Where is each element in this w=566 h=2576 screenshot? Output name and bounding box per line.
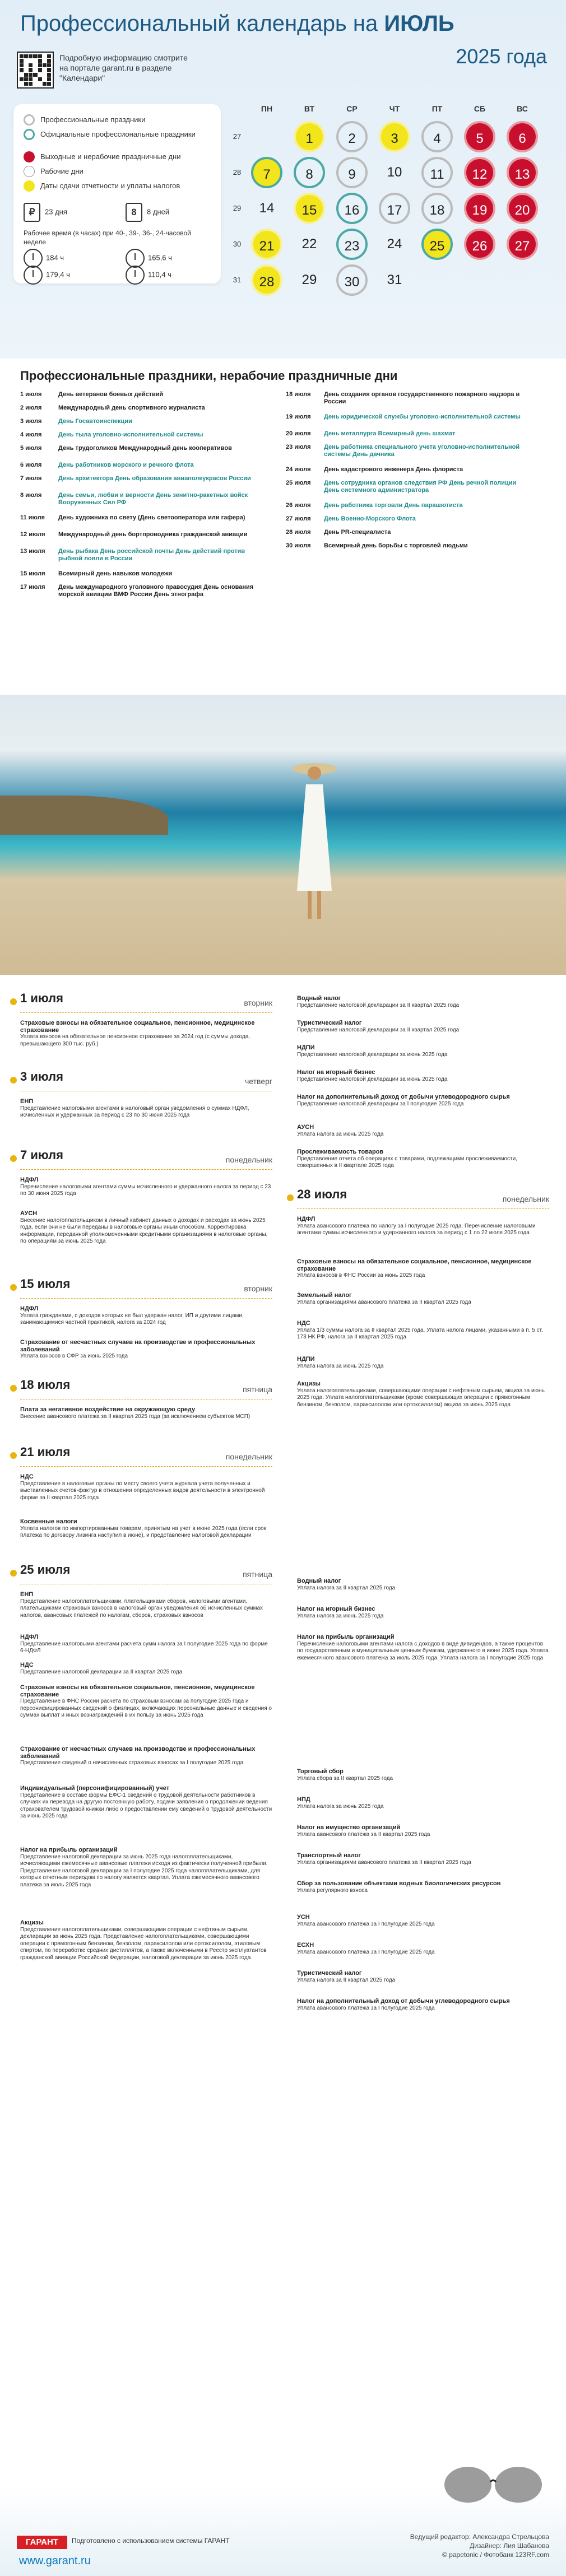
weekday-label: СР xyxy=(346,104,358,113)
holiday-name: Всемирный день навыков молодежи xyxy=(58,570,173,577)
qr-cell xyxy=(47,59,51,63)
holiday-date: 4 июля xyxy=(20,431,42,438)
entry: ЕНП Представление налоговыми агентами в налоговый орган уведомления о суммах НДФЛ, исчисленных и удержанных за период с 23 по 30 июня 2025 года xyxy=(20,1098,249,1118)
entry: Торговый сбор Уплата сбора за II квартал 2025 года xyxy=(297,1768,393,1782)
holiday-name: День тыла уголовно-исполнительной системы xyxy=(58,431,203,438)
qr-cell xyxy=(43,68,47,72)
calendar-day[interactable]: 9 xyxy=(336,157,368,188)
holiday-name: День работников морского и речного флота xyxy=(58,462,194,468)
weekday-label: ПН xyxy=(261,104,273,113)
entry: ЕНП Представление налогоплательщиками, плательщиками сборов, налоговыми агентами, плательщиками страховых взносов в налоговый орган уведомления об исчисленных суммах налогов, авансовых платежей по налогам, сборов, страховых взносов xyxy=(20,1591,263,1619)
entry: НДПИ Представление налоговой декларации за июнь 2025 года xyxy=(297,1044,448,1058)
qr-cell xyxy=(33,59,37,63)
calendar-day[interactable]: 27 xyxy=(507,229,538,260)
qr-cell xyxy=(43,73,47,77)
qr-code[interactable] xyxy=(17,52,54,89)
legend-item: Официальные профессиональные праздники xyxy=(24,130,196,139)
qr-cell xyxy=(20,63,24,67)
qr-cell xyxy=(24,73,28,77)
qr-cell xyxy=(24,63,28,67)
qr-cell xyxy=(29,77,33,81)
qr-cell xyxy=(47,54,51,58)
qr-cell xyxy=(20,73,24,77)
holiday-date: 2 июля xyxy=(20,404,42,411)
calendar-day[interactable]: 3 xyxy=(379,121,410,152)
entry: Туристический налог Уплата налога за II квартал 2025 года xyxy=(297,1970,396,1983)
holiday-name: Международный день спортивного журналиста xyxy=(58,404,205,411)
entry: НДС Уплата 1/3 суммы налога за II квартал 2025 года. Уплата налога лицами, указанными в п. 5 ст. 173 НК РФ, налога за II квартал 2025 года xyxy=(297,1320,543,1340)
week-number: 30 xyxy=(233,240,242,248)
date-header-15: 15 июля вторник xyxy=(20,1281,272,1298)
holiday-date: 30 июля xyxy=(286,542,311,549)
holiday-row xyxy=(286,391,532,406)
qr-cell xyxy=(43,54,47,58)
holidays-title: Профессиональные праздники, нерабочие праздничные дни xyxy=(20,369,398,383)
holiday-date: 6 июля xyxy=(20,462,42,468)
calendar-day[interactable]: 10 xyxy=(387,165,402,180)
holiday-date: 19 июля xyxy=(286,413,311,420)
white-circle-icon xyxy=(24,166,35,177)
entry: Страховые взносы на обязательное социальное, пенсионное, медицинское страхование Уплата взносов на обязательное пенсионное страхование за 2024 год (с суммы дохода, превышающего 300 тыс. руб.) xyxy=(20,1020,255,1047)
qr-cell xyxy=(33,77,37,81)
qr-cell xyxy=(24,82,28,86)
weekday-label: СБ xyxy=(474,104,486,113)
entry: Транспортный налог Уплата организациями авансового платежа за II квартал 2025 года xyxy=(297,1852,471,1866)
calendar-day[interactable]: 18 xyxy=(421,193,453,224)
qr-cell xyxy=(29,82,33,86)
clock-icon xyxy=(126,266,145,285)
holiday-row xyxy=(20,584,267,598)
holiday-row xyxy=(20,391,267,398)
qr-cell xyxy=(20,82,24,86)
calendar-day[interactable]: 29 xyxy=(301,272,317,287)
deadlines-right-column xyxy=(297,995,549,2474)
calendar-day[interactable]: 20 xyxy=(507,193,538,224)
holiday-date: 15 июля xyxy=(20,570,45,577)
holiday-name: День создания органов государственного пожарного надзора в России xyxy=(324,391,520,405)
entry: Налог на игорный бизнес Уплата налога за июнь 2025 года xyxy=(297,1606,384,1619)
calendar-day[interactable]: 2 xyxy=(336,121,368,152)
logo-subtitle: Подготовлено с использованием системы ГАРАНТ xyxy=(72,2537,230,2545)
entry: НДПИ Уплата налога за июнь 2025 года xyxy=(297,1356,384,1369)
holiday-name: День Военно-Морского Флота xyxy=(324,515,416,522)
calendar-day[interactable]: 22 xyxy=(301,236,317,252)
entry: Косвенные налоги Уплата налогов по импортированным товарам, принятым на учет в июне 2025 года (если срок платежа по договору лизинга наступил в июне), и представление налоговой декларации xyxy=(20,1518,266,1538)
holiday-row xyxy=(286,502,532,509)
entry: Страхование от несчастных случаев на производстве и профессиональных заболеваний Уплата взносов в СФР за июнь 2025 года xyxy=(20,1339,256,1359)
entry: Туристический налог Представление налоговой декларации за II квартал 2025 года xyxy=(297,1020,460,1033)
qr-cell xyxy=(47,68,51,72)
entry: Сбор за пользование объектами водных биологических ресурсов Уплата регулярного взноса xyxy=(297,1880,501,1894)
clock-icon xyxy=(24,266,43,285)
qr-cell xyxy=(33,82,37,86)
date-header-25: 25 июля пятница xyxy=(20,1566,272,1583)
qr-cell xyxy=(29,73,33,77)
entry: Страхование от несчастных случаев на производстве и профессиональных заболеваний Представление сведений о начисленных страховых взносах за I полугодие 2025 года xyxy=(20,1746,256,1766)
calendar-icon: 8 xyxy=(126,203,142,222)
holiday-row xyxy=(20,418,267,425)
holiday-row xyxy=(20,514,267,522)
holiday-date: 20 июля xyxy=(286,430,311,437)
entry: Прослеживаемость товаров Представление отчета об операциях с товарами, подлежащими прослеживаемости, совершенных в II квартале 2025 года xyxy=(297,1148,517,1169)
calendar-day[interactable]: 1 xyxy=(294,121,325,152)
entry: НДС Представление налоговой декларации за II квартал 2025 года xyxy=(20,1662,183,1675)
weekday-label: ЧТ xyxy=(389,104,400,113)
qr-cell xyxy=(43,77,47,81)
qr-cell xyxy=(29,68,33,72)
qr-cell xyxy=(24,54,28,58)
qr-cell xyxy=(20,77,24,81)
bullet-icon xyxy=(10,1155,17,1162)
legend-item: Выходные и нерабочие праздничные дни xyxy=(24,152,181,161)
entry: Акцизы Уплата налогоплательщиками, совершающими операции с нефтяным сырьем, акциза за июнь 2025 года. Уплата налогоплательщиками (кроме совершающих операции с прямогонным бензином, бензолом, параксилолом или ортоксилолом) акциза за июнь 2025 года xyxy=(297,1380,545,1408)
qr-cell xyxy=(33,68,37,72)
holiday-name: День семьи, любви и верности День зенитно-ракетных войск Вооруженных Сил РФ xyxy=(58,492,248,506)
holiday-date: 25 июля xyxy=(286,480,311,486)
date-header-28: 28 июля понедельник xyxy=(297,1191,549,1208)
ruble-icon: ₽ xyxy=(24,203,40,222)
calendar-day[interactable]: 11 xyxy=(421,157,453,188)
date-header-7: 7 июля понедельник xyxy=(20,1152,272,1169)
site-link[interactable]: www.garant.ru xyxy=(19,2555,91,2567)
holiday-name: День PR-специалиста xyxy=(324,529,391,536)
red-circle-icon xyxy=(24,151,35,162)
qr-cell xyxy=(24,77,28,81)
legend-item: Даты сдачи отчетности и уплаты налогов xyxy=(24,182,180,190)
clock-icon xyxy=(24,249,43,268)
holiday-row xyxy=(286,529,532,536)
entry: Индивидуальный (персонифицированный) учет Представление в составе формы ЕФС-1 сведений о трудовой деятельности работников в случаях их перевода на другую постоянную работу, подачи заявления о продолжении ведения страхователем трудовой книжки либо о предоставлении ему сведений о трудовой деятельности за июнь 2025 года xyxy=(20,1785,272,1819)
calendar-day[interactable]: 14 xyxy=(259,201,275,216)
entry: Налог на дополнительный доход от добычи углеводородного сырья Уплата авансового платежа за I полугодие 2025 года xyxy=(297,1998,510,2011)
bullet-icon xyxy=(10,1077,17,1084)
qr-cell xyxy=(33,63,37,67)
entry: Плата за негативное воздействие на окружающую среду Внесение авансового платежа за II квартал 2025 года (за исключением субъектов МСП) xyxy=(20,1406,250,1420)
weekday-label: ВТ xyxy=(304,104,315,113)
qr-cell xyxy=(20,68,24,72)
calendar-day[interactable]: 5 xyxy=(464,121,495,152)
weekday-label: ПТ xyxy=(432,104,443,113)
qr-text: Подробную информацию смотрите на портале garant.ru в разделе "Календари" xyxy=(59,53,188,82)
credit-editor: Ведущий редактор: Александра Стрельцова xyxy=(410,2533,549,2541)
entry: УСН Уплата авансового платежа за I полугодие 2025 года xyxy=(297,1914,435,1927)
credit-designer: Дизайнер: Лия Шабанова xyxy=(470,2542,549,2550)
qr-cell xyxy=(38,63,42,67)
qr-cell xyxy=(38,68,42,72)
entry: ЕСХН Уплата авансового платежа за I полугодие 2025 года xyxy=(297,1942,435,1955)
qr-cell xyxy=(33,73,37,77)
calendar-day[interactable]: 24 xyxy=(387,236,402,252)
qr-cell xyxy=(24,59,28,63)
qr-cell xyxy=(38,59,42,63)
hours-40: 184 ч xyxy=(24,249,64,268)
holiday-name: Всемирный день борьбы с торговлей людьми xyxy=(324,542,468,549)
clock-icon xyxy=(126,249,145,268)
holiday-date: 27 июля xyxy=(286,515,311,522)
holiday-name: День кадастрового инженера День флориста xyxy=(324,466,463,473)
entry: Страховые взносы на обязательное социальное, пенсионное, медицинское страхование Уплата взносов в ФНС России за июнь 2025 года xyxy=(297,1258,532,1278)
holiday-date: 28 июля xyxy=(286,529,311,536)
holiday-date: 12 июля xyxy=(20,531,45,538)
qr-cell xyxy=(43,63,47,67)
entry: Страховые взносы на обязательное социальное, пенсионное, медицинское страхование Представление в ФНС России расчета по страховым взносам за полугодие 2025 года и персонифицированных сведений о физлицах, включающих персональные данные и сведения о суммах выплат и иных вознаграждений в их пользу за июнь 2025 года xyxy=(20,1684,272,1718)
calendar-day[interactable]: 17 xyxy=(379,193,410,224)
qr-cell xyxy=(43,59,47,63)
entry: Налог на имущество организаций Уплата авансового платежа за II квартал 2025 года xyxy=(297,1824,430,1838)
calendar-day[interactable]: 25 xyxy=(421,229,453,260)
date-header-21: 21 июля понедельник xyxy=(20,1449,272,1466)
date-header-18: 18 июля пятница xyxy=(20,1382,272,1398)
calendar-day[interactable]: 12 xyxy=(464,157,495,188)
entry: АУСН Внесение налогоплательщиком в личный кабинет данных о доходах и расходах за июнь 2025 года, если они не были переданы в налоговые органы иным способом. Корректировка информации, переданной уполномоченными кредитными организациями в налоговые органы, по операциям за июнь 2025 года xyxy=(20,1210,268,1244)
entry: Водный налог Представление налоговой декларации за II квартал 2025 года xyxy=(297,995,460,1008)
qr-cell xyxy=(47,63,51,67)
hours-39: 179,4 ч xyxy=(24,266,70,285)
qr-cell xyxy=(29,59,33,63)
week-number: 31 xyxy=(233,276,242,284)
woman-illustration xyxy=(289,756,340,924)
weekday-label: ВС xyxy=(517,104,528,113)
calendar-day[interactable]: 30 xyxy=(336,264,368,296)
holiday-name: День работника специального учета уголовно-исполнительной системы День дачника xyxy=(324,444,520,458)
qr-cell xyxy=(38,77,42,81)
holiday-row xyxy=(286,444,532,458)
calendar-day[interactable]: 19 xyxy=(464,193,495,224)
holiday-date: 23 июля xyxy=(286,444,311,450)
entry: НДФЛ Перечисление налоговыми агентами суммы исчисленного и удержанного налога за период с 23 по 30 июня 2025 года xyxy=(20,1177,271,1197)
holiday-name: День художника по свету (День светооператора или гафера) xyxy=(58,514,245,521)
entry: НДФЛ Представление налоговыми агентами расчета сумм налога за I полугодие 2025 года по форме 6-НДФЛ xyxy=(20,1634,268,1654)
holiday-row xyxy=(20,404,267,412)
holiday-date: 8 июля xyxy=(20,492,42,499)
holiday-row xyxy=(286,542,532,550)
date-header-1: 1 июля вторник xyxy=(20,995,272,1012)
calendar-day[interactable]: 7 xyxy=(251,157,282,188)
bullet-icon xyxy=(10,1284,17,1291)
entry: Налог на прибыль организаций Представление налоговой декларации за июнь 2025 года налогоплательщиками, исчисляющими ежемесячные авансовые платежи исходя из фактически полученной прибыли. Представление налоговой декларации за I полугодие 2025 года налогоплательщиками, для которых отчетным периодом по налогу является квартал. Уплата ежемесячного авансового платежа за июль 2025 года xyxy=(20,1847,268,1888)
holiday-row xyxy=(20,462,267,469)
credits xyxy=(347,2532,549,2559)
qr-cell xyxy=(24,68,28,72)
qr-cell xyxy=(47,77,51,81)
title-month: ИЮЛЬ xyxy=(384,11,454,36)
hours-36: 165,6 ч xyxy=(126,249,172,268)
page-title xyxy=(20,11,547,34)
holiday-name: День архитектора День образования авиаполеукрасов России xyxy=(58,475,251,482)
calendar-day[interactable]: 28 xyxy=(251,264,282,296)
date-header-3: 3 июля четверг xyxy=(20,1073,272,1090)
qr-cell xyxy=(47,73,51,77)
qr-cell xyxy=(33,54,37,58)
qr-cell xyxy=(43,82,47,86)
entry: Водный налог Уплата налога за II квартал 2025 года xyxy=(297,1578,396,1591)
holiday-date: 11 июля xyxy=(20,514,45,521)
holiday-row xyxy=(20,475,267,482)
week-number: 27 xyxy=(233,132,242,141)
qr-cell xyxy=(20,54,24,58)
calendar-day[interactable]: 13 xyxy=(507,157,538,188)
holiday-name: День ветеранов боевых действий xyxy=(58,391,164,398)
holiday-name: День юридической службы уголовно-исполнительной системы xyxy=(324,413,521,420)
holiday-row xyxy=(20,531,267,538)
holiday-name: День сотрудника органов следствия РФ День речной полиции День системного администратора xyxy=(324,480,517,494)
holiday-row xyxy=(20,492,267,506)
title-year: 2025 года xyxy=(456,45,547,68)
bullet-icon xyxy=(10,1570,17,1577)
holiday-row xyxy=(20,445,267,452)
credit-copyright: © papetonic / Фотобанк 123RF.com xyxy=(442,2551,549,2559)
calendar-day[interactable]: 31 xyxy=(387,272,402,287)
entry: Налог на дополнительный доход от добычи углеводородного сырья Представление налоговой декларации за I полугодие 2025 года xyxy=(297,1094,510,1107)
hours-title: Рабочее время (в часах) при 40-, 39-, 36-, 24-часовой неделе xyxy=(24,229,191,246)
bullet-icon xyxy=(10,1385,17,1392)
holiday-row xyxy=(286,515,532,523)
holiday-name: День трудоголиков Международный день кооперативов xyxy=(58,445,232,452)
calendar-day[interactable]: 4 xyxy=(421,121,453,152)
entry: НПД Уплата налога за июнь 2025 года xyxy=(297,1796,384,1810)
holiday-row xyxy=(286,430,532,438)
garant-logo[interactable]: ГАРАНТ xyxy=(17,2536,67,2549)
legend-panel xyxy=(13,104,221,283)
holiday-name: День металлурга Всемирный день шахмат xyxy=(324,430,456,437)
calendar-day[interactable]: 26 xyxy=(464,229,495,260)
entry: АУСН Уплата налога за июнь 2025 года xyxy=(297,1124,384,1137)
holiday-date: 26 июля xyxy=(286,502,311,509)
work-days: ₽ 23 дня xyxy=(24,203,67,222)
entry: НДФЛ Уплата авансового платежа по налогу за I полугодие 2025 года. Перечисление налоговыми агентами суммы исчисленного и удержанного налога за период с 1 по 22 июля 2025 года xyxy=(297,1216,536,1236)
week-number: 28 xyxy=(233,168,242,176)
entry: Налог на прибыль организаций Перечисление налоговыми агентами налога с доходов в виде дивидендов, а также процентов по государственным и муниципальным ценным бумагам, удержанного в июне 2025 года. Уплата ежемесячного авансового платежа за июль 2025 года. Уплата налога за I полугодие 2025 года xyxy=(297,1634,549,1661)
holiday-date: 3 июля xyxy=(20,418,42,425)
hours-24: 110,4 ч xyxy=(126,266,171,285)
entry: Земельный налог Уплата организациями авансового платежа за II квартал 2025 года xyxy=(297,1292,471,1305)
calendar-day[interactable]: 15 xyxy=(294,193,325,224)
holiday-name: День международного уголовного правосудия День основания морской авиации ВМФ России День этнографа xyxy=(58,584,254,598)
month-calendar xyxy=(229,104,554,295)
holiday-row xyxy=(286,413,532,421)
holiday-row xyxy=(286,480,532,494)
teal-circle-icon xyxy=(24,129,35,140)
holiday-date: 18 июля xyxy=(286,391,311,398)
qr-cell xyxy=(20,59,24,63)
grey-circle-icon xyxy=(24,114,35,125)
bullet-icon xyxy=(10,1452,17,1459)
holiday-name: День рыбака День российской почты День действий против рыбной ловли в России xyxy=(58,548,245,562)
entry: НДФЛ Уплата гражданами, с доходов которых не был удержан налог, ИП и другими лицами, занимающимися частной практикой, налога за 2024 год xyxy=(20,1305,244,1326)
calendar-day[interactable]: 8 xyxy=(294,157,325,188)
holidays-section xyxy=(0,359,566,695)
holiday-date: 7 июля xyxy=(20,475,42,482)
week-number: 29 xyxy=(233,204,242,212)
holiday-row xyxy=(286,466,532,473)
calendar-day[interactable]: 6 xyxy=(507,121,538,152)
bullet-icon xyxy=(10,998,17,1005)
qr-cell xyxy=(38,82,42,86)
entry: Акцизы Представление налогоплательщиками, совершающими операции с нефтяным сырьем, декларации за июнь 2025 года. Представление налогоплательщиками, совершающими операции с прямогонным бензином, бензолом, параксилолом или ортоксилолом, этиловым спиртом, по переработке средних дистиллятов, а также включенными в Реестр эксплуатантов гражданской авиации Российской Федерации, налоговой декларации за июнь 2025 года xyxy=(20,1919,267,1961)
holiday-row xyxy=(20,570,267,578)
holiday-row xyxy=(20,431,267,439)
title-prefix: Профессиональный календарь на xyxy=(20,11,378,36)
entry: НДС Представление в налоговые органы по месту своего учета журнала учета полученных и выставленных счетов-фактур в отношении определенных видов деятельности в электронной форме за II квартал 2025 года xyxy=(20,1473,265,1501)
holiday-date: 13 июля xyxy=(20,548,45,555)
sunglasses-illustration xyxy=(437,2454,549,2510)
calendar-day[interactable]: 23 xyxy=(336,229,368,260)
holiday-date: 5 июля xyxy=(20,445,42,452)
qr-cell xyxy=(47,82,51,86)
off-days: 8 8 дней xyxy=(126,203,169,222)
holiday-name: День работника торговли День парашютиста xyxy=(324,502,463,509)
holiday-row xyxy=(20,548,267,562)
bullet-icon xyxy=(287,1194,294,1201)
holiday-date: 1 июля xyxy=(20,391,42,398)
legend-item: Рабочие дни xyxy=(24,167,83,176)
qr-cell xyxy=(38,54,42,58)
entry: Налог на игорный бизнес Представление налоговой декларации за июнь 2025 года xyxy=(297,1069,448,1082)
beach-photo xyxy=(0,695,566,975)
calendar-day[interactable]: 21 xyxy=(251,229,282,260)
yellow-circle-icon xyxy=(24,180,35,192)
calendar-day[interactable]: 16 xyxy=(336,193,368,224)
qr-cell xyxy=(29,63,33,67)
qr-cell xyxy=(38,73,42,77)
deadlines-left-column xyxy=(20,991,272,2474)
qr-cell xyxy=(29,54,33,58)
holiday-name: День Госавтоинспекции xyxy=(58,418,132,425)
holiday-date: 17 июля xyxy=(20,584,45,590)
legend-item: Профессиональные праздники xyxy=(24,115,145,124)
holiday-date: 24 июля xyxy=(286,466,311,473)
holiday-name: Международный день бортпроводника гражданской авиации xyxy=(58,531,248,538)
